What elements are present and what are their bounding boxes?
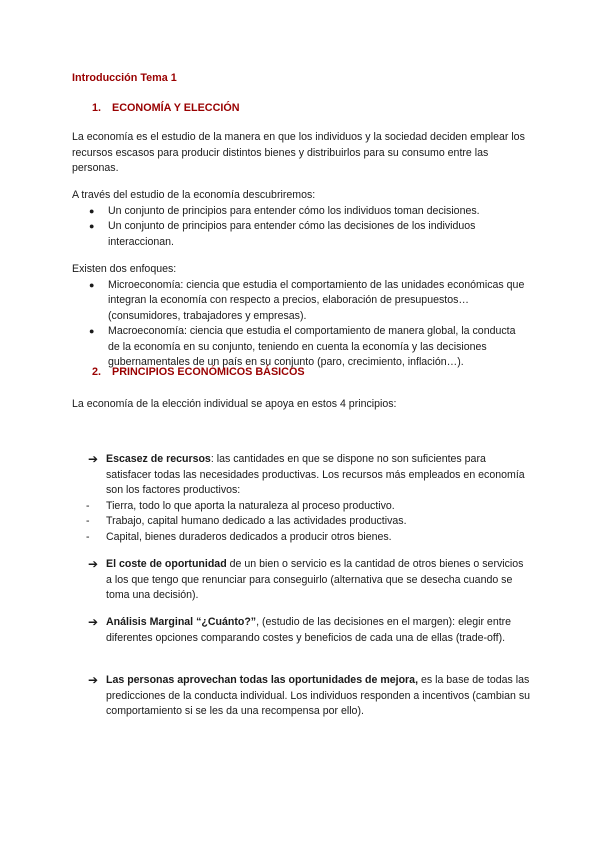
approaches-list bbox=[72, 278, 530, 371]
arrow-icon: ➔ bbox=[88, 673, 99, 687]
section1-paragraph: La economía es el estudio de la manera en que los individuos y la sociedad deciden emplear los recursos escasos para producir distintos bienes y distribuirlos para su consumo entre las personas. bbox=[72, 131, 525, 174]
section2-intro: La economía de la elección individual se apoya en estos 4 principios: bbox=[72, 398, 397, 410]
section1-number: 1. bbox=[92, 102, 102, 114]
section2-heading bbox=[92, 365, 530, 381]
principle-4: ➔ Las personas aprovechan todas las oportunidades de mejora, es la base de todas las predicciones de la conducta individual. Los individuos responden a incentivos (cambian su comportamiento si se les da una recompensa por ello). bbox=[88, 673, 531, 717]
bullet-marker: ● bbox=[89, 221, 95, 231]
approaches-block bbox=[72, 262, 530, 371]
intro-title: Introducción Tema 1 bbox=[72, 72, 177, 84]
list-item: - Trabajo, capital humano dedicado a las actividades productivas. bbox=[86, 515, 407, 527]
principle-1: ➔ Escasez de recursos: las cantidades en que se dispone no son suficientes para satisfacer todas las necesidades productivas. Los recursos más empleados en economía son los factores productivos: - Tierra, todo lo que aporta la naturaleza al proceso productivo. - Trabajo, capital humano dedicado a las actividades productivas. - Capital, bienes duraderos dedicados a producir otros bienes. bbox=[88, 452, 530, 545]
discover-block bbox=[72, 188, 530, 250]
list-item: ● Macroeconomía: ciencia que estudia el comportamiento de manera global, la conducta de la economía en su conjunto, teniendo en cuenta la economía y las decisiones gubernamentales de un país en su conjunto (paro, crecimiento, inflación…). bbox=[89, 325, 516, 368]
principle-3: ➔ Análisis Marginal “¿Cuánto?”, (estudio de las decisiones en el margen): elegir entre diferentes opciones comparando costes y beneficios de cada una de ellas (trade-off). bbox=[88, 615, 512, 644]
list-item: - Capital, bienes duraderos dedicados a producir otros bienes. bbox=[86, 530, 392, 543]
discover-list bbox=[72, 204, 530, 251]
arrow-icon: ➔ bbox=[88, 452, 99, 466]
principle-2-title: El coste de oportunidad bbox=[106, 558, 227, 570]
approaches-intro: Existen dos enfoques: bbox=[72, 263, 177, 275]
list-item: - Tierra, todo lo que aporta la naturaleza al proceso productivo. bbox=[86, 499, 395, 512]
principle-3-title: Análisis Marginal “¿Cuánto?” bbox=[106, 616, 257, 628]
list-item: ● Microeconomía: ciencia que estudia el comportamiento de las unidades económicas que integran la economía con respecto a precios, elaboración de presupuestos… (consumidores, trabajadores y empresas). bbox=[89, 278, 525, 322]
principle-2: ➔ El coste de oportunidad de un bien o servicio es la cantidad de otros bienes o servicios a los que tengo que renunciar para conseguirlo (alternativa que se desecha cuando se toma una decisión). bbox=[88, 557, 524, 601]
principle-1-title: Escasez de recursos bbox=[106, 453, 211, 465]
bullet-marker: ● bbox=[89, 326, 95, 336]
section2-title: PRINCIPIOS ECONÓMICOS BÁSICOS bbox=[112, 366, 305, 378]
list-item: ● Un conjunto de principios para entender cómo los individuos toman decisiones. bbox=[72, 204, 530, 220]
discover-intro: A través del estudio de la economía descubriremos: bbox=[72, 189, 316, 201]
arrow-icon: ➔ bbox=[88, 615, 99, 629]
arrow-icon: ➔ bbox=[88, 557, 99, 571]
section1-title: ECONOMÍA Y ELECCIÓN bbox=[112, 102, 240, 114]
section1-heading bbox=[92, 101, 530, 117]
list-item: ● Un conjunto de principios para entender cómo las decisiones de los individuos interaccionan. bbox=[89, 220, 476, 248]
bullet-marker: ● bbox=[89, 205, 95, 216]
section2-number: 2. bbox=[92, 366, 102, 378]
factors-list bbox=[88, 499, 530, 546]
principle-4-title: Las personas aprovechan todas las oportunidades de mejora, bbox=[106, 674, 419, 686]
bullet-marker: ● bbox=[89, 279, 95, 290]
